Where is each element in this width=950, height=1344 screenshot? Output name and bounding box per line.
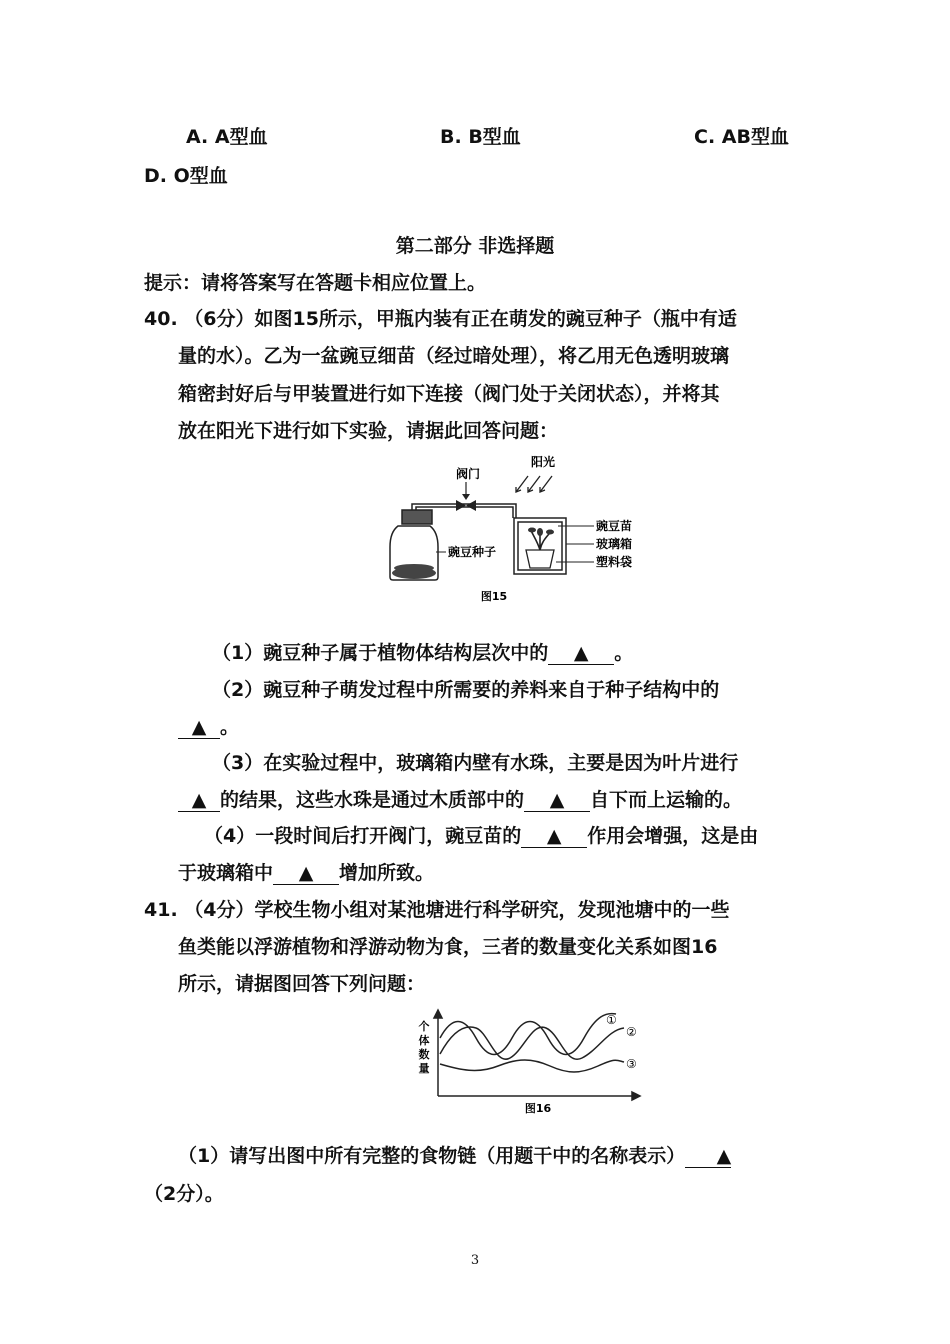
- answer-blank: ▲: [685, 1145, 731, 1168]
- q41-sub1: [178, 1143, 731, 1169]
- q41-line2: 鱼类能以浮游植物和浮游动物为食，三者的数量变化关系如图16: [178, 936, 718, 958]
- seed-pile: [392, 564, 436, 579]
- q41-line3: 所示，请据图回答下列问题：: [178, 973, 426, 995]
- choice-a: A. A型血: [186, 126, 268, 148]
- q40-line3: 箱密封好后与甲装置进行如下连接（阀门处于关闭状态），并将其: [178, 383, 720, 405]
- q40-sub1-end: 。: [614, 642, 634, 664]
- figure-16-caption: 图16: [524, 1102, 552, 1115]
- q40-sub1-text: （1）豌豆种子属于植物体结构层次中的: [212, 642, 549, 664]
- label-glass-box: 玻璃箱: [596, 537, 633, 551]
- q40-sub2-cont: [178, 714, 239, 740]
- curve-3-label: ③: [626, 1057, 637, 1071]
- label-seeds: 豌豆种子: [448, 545, 497, 559]
- label-sunlight: 阳光: [530, 455, 556, 469]
- q40-sub1: [212, 640, 633, 666]
- answer-blank: ▲: [524, 789, 590, 812]
- choice-c: C. AB型血: [694, 126, 789, 148]
- answer-blank: ▲: [273, 862, 339, 885]
- q40-line2: 量的水）。乙为一盆豌豆细苗（经过暗处理），将乙用无色透明玻璃: [178, 345, 730, 367]
- curve-2-label: ②: [626, 1025, 637, 1039]
- y-axis-label: 个体数量: [418, 1020, 430, 1075]
- q40-sub4-end: 增加所致。: [339, 862, 435, 884]
- q40-line4: 放在阳光下进行如下实验，请据此回答问题：: [178, 420, 559, 442]
- q40-sub4-cont: [178, 860, 434, 886]
- label-plastic-bag: 塑料袋: [596, 555, 633, 569]
- q40-sub4-mid: 作用会增强，这是由: [587, 825, 759, 847]
- q40-sub3-cont: [178, 787, 742, 813]
- section-title: 第二部分 非选择题: [395, 235, 555, 257]
- answer-blank: ▲: [548, 642, 614, 665]
- q40-sub3-mid: 的结果，这些水珠是通过木质部中的: [220, 789, 525, 811]
- figure-15-caption: 图15: [480, 590, 508, 603]
- curves: [440, 1014, 624, 1072]
- figure-15: [380, 452, 680, 612]
- q40-sub4-cont-text: 于玻璃箱中: [178, 862, 274, 884]
- q40-sub2: （2）豌豆种子萌发过程中所需要的养料来自于种子结构中的: [212, 679, 720, 701]
- curve-2: [440, 1027, 624, 1059]
- q40-sub2-end: 。: [220, 716, 240, 738]
- answer-blank: ▲: [521, 825, 587, 848]
- q41-line1: 41. （4分）学校生物小组对某池塘进行科学研究，发现池塘中的一些: [144, 899, 730, 921]
- choice-b: B. B型血: [440, 126, 521, 148]
- q40-sub3: （3）在实验过程中，玻璃箱内壁有水珠，主要是因为叶片进行: [212, 752, 739, 774]
- q41-sub1-cont: （2分）。: [144, 1183, 224, 1205]
- choice-d: D. O型血: [144, 165, 228, 187]
- curve-1-label: ①: [606, 1013, 617, 1027]
- curve-1: [440, 1014, 616, 1055]
- q40-line1: 40. （6分）如图15所示，甲瓶内装有正在萌发的豌豆种子（瓶中有适: [144, 308, 737, 330]
- label-seedling: 豌豆苗: [596, 519, 633, 533]
- sunlight-arrows-icon: [516, 476, 552, 492]
- tip-text: 提示：请将答案写在答题卡相应位置上。: [144, 272, 487, 294]
- answer-blank: ▲: [178, 716, 220, 739]
- q40-sub3-end: 自下而上运输的。: [590, 789, 743, 811]
- page-number: 3: [470, 1253, 480, 1268]
- label-valve: 阀门: [455, 467, 481, 481]
- curve-3: [440, 1060, 624, 1072]
- q41-sub1-text: （1）请写出图中所有完整的食物链（用题干中的名称表示）: [178, 1145, 686, 1167]
- answer-blank: ▲: [178, 789, 220, 812]
- figure-16: [410, 1008, 650, 1118]
- q40-sub4-text: （4）一段时间后打开阀门，豌豆苗的: [204, 825, 522, 847]
- q40-sub4: [204, 823, 758, 849]
- seedling-pot: [526, 528, 554, 569]
